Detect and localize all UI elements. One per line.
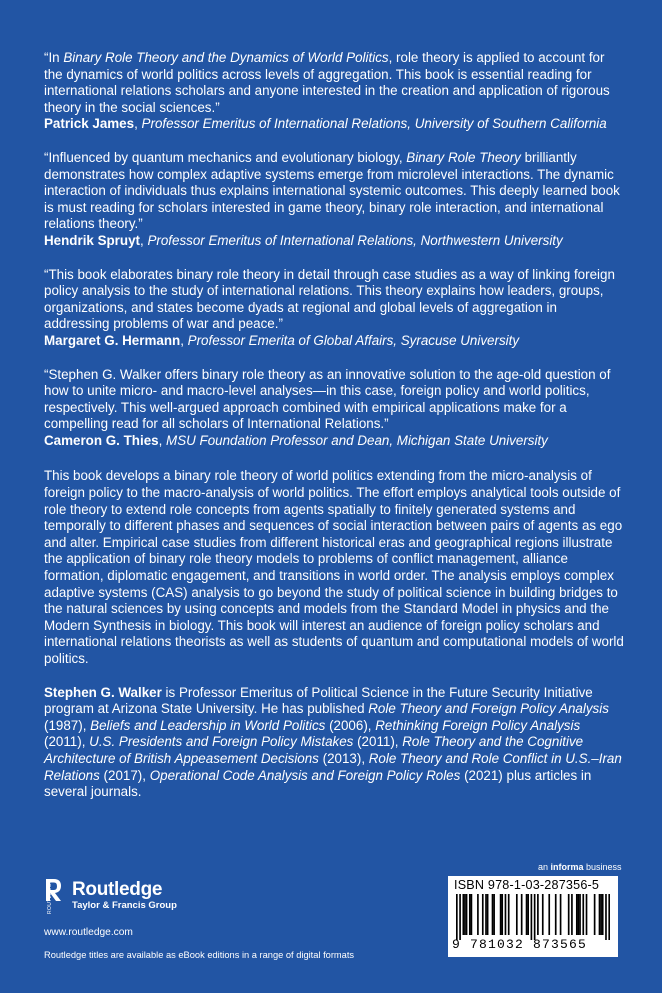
barcode-bar xyxy=(555,894,557,935)
barcode-bar xyxy=(508,894,510,935)
informa-business-label: an informa business xyxy=(538,862,622,872)
ebook-note: Routledge titles are available as eBook editions in a range of digital formats xyxy=(44,950,355,960)
endorsement-4-text: “Stephen G. Walker offers binary role theory as an innovative solution to the age-old question of how to unite micro- and macro-level analyses—in this case, foreign policy and world politics, respectively. This well-argued approach combined with empirical applications make for a compelling read for all scholars of International Relations.” xyxy=(44,366,611,432)
publisher-website[interactable]: www.routledge.com xyxy=(44,927,133,938)
endorser-name: Margaret G. Hermann xyxy=(44,332,181,348)
barcode-bar xyxy=(594,894,596,935)
endorser-affiliation: Professor Emeritus of International Relations, University of Southern California xyxy=(141,116,607,132)
barcode-bar xyxy=(599,894,601,935)
barcode-bar xyxy=(482,894,484,935)
barcode-bar xyxy=(459,894,461,940)
barcode-bar xyxy=(586,894,588,935)
endorsement-2-text: “Influenced by quantum mechanics and evolutionary biology, Binary Role Theory brilliantly demonstrates how complex adaptive systems emerge from microlevel interactions. The dynamic interaction of individuals thus explains international systemic outcomes. This deeply learned book is must reading for scholars interested in game theory, binary role interaction, and international relations theory.” xyxy=(44,149,620,232)
barcode-bar xyxy=(493,894,495,935)
endorser-name: Patrick James xyxy=(44,116,135,132)
barcode-bar xyxy=(534,894,536,940)
endorsement-4-attribution: Cameron G. Thies, MSU Foundation Professor and Dean, Michigan State University xyxy=(44,432,548,448)
endorser-affiliation: Professor Emeritus of International Relations, Northwestern University xyxy=(147,232,563,248)
barcode-bar xyxy=(579,894,581,935)
author-name: Stephen G. Walker xyxy=(44,684,162,700)
barcode-bar xyxy=(469,894,471,935)
barcode-bar xyxy=(531,894,533,940)
publisher-name: Routledge xyxy=(72,879,163,900)
barcode-bar xyxy=(537,894,539,935)
barcode-bar xyxy=(542,894,544,935)
endorsement-2-attribution: Hendrik Spruyt, Professor Emeritus of International Relations, Northwestern University xyxy=(44,232,563,248)
endorser-affiliation: Professor Emerita of Global Affairs, Syracuse University xyxy=(187,332,520,348)
isbn-barcode xyxy=(448,876,618,957)
endorser-affiliation: MSU Foundation Professor and Dean, Michigan State University xyxy=(166,432,548,448)
barcode-digits: 9 781032 873565 xyxy=(452,937,588,952)
routledge-logo xyxy=(44,874,424,918)
endorsement-3-text: “This book elaborates binary role theory in detail through case studies as a way of linking foreign policy analysis to the study of international relations. This theory explains how leaders, groups, organizations, and states become dyads at regional and global levels of aggregation in addressing problems of war and peace.” xyxy=(44,266,615,332)
barcode-bar xyxy=(500,894,502,935)
barcode-bar xyxy=(487,894,489,935)
endorsement-1-attribution: Patrick James, Professor Emeritus of International Relations, University of Southern California xyxy=(44,116,607,132)
endorsement-1 xyxy=(44,50,624,133)
barcode-bar xyxy=(560,894,562,935)
barcode-bar xyxy=(492,894,494,935)
endorser-name: Hendrik Spruyt xyxy=(44,232,140,248)
barcode-bar xyxy=(576,894,578,935)
endorsement-3-attribution: Margaret G. Hermann, Professor Emerita of Global Affairs, Syracuse University xyxy=(44,332,520,348)
barcode-bar xyxy=(466,894,468,935)
barcode-bars xyxy=(456,894,610,940)
barcode-bar xyxy=(608,894,610,940)
publisher-block xyxy=(44,874,424,960)
barcode-bar xyxy=(456,894,458,940)
barcode-bar xyxy=(578,894,580,935)
barcode-bar xyxy=(464,894,466,935)
barcode-bar xyxy=(527,894,529,935)
barcode-bar xyxy=(605,894,607,940)
endorser-name: Cameron G. Thies xyxy=(44,432,159,448)
barcode-bar xyxy=(600,894,602,935)
endorsement-1-text: “In Binary Role Theory and the Dynamics of World Politics, role theory is applied to account for the dynamics of world politics across levels of aggregation. This book is essential reading for international relations scholars and anyone interested in the creation and application of rigorous theory in the social sciences.” xyxy=(44,50,610,115)
routledge-r-icon xyxy=(44,877,64,915)
barcode-bar xyxy=(516,894,518,935)
barcode-bar xyxy=(548,894,550,935)
cover-text xyxy=(44,50,624,801)
barcode-bar xyxy=(471,894,473,935)
barcode-bar xyxy=(521,894,523,935)
barcode-bar xyxy=(501,894,503,935)
barcode-bar xyxy=(582,894,584,935)
barcode-bar xyxy=(477,894,479,935)
barcode-bar xyxy=(462,894,464,935)
author-bio: Stephen G. Walker is Professor Emeritus of Political Science in the Future Security Initiative program at Arizona State University. He has published Role Theory and Foreign Policy Analysis (1987), Beliefs and Leadership in World Politics (2006), Rethinking Foreign Policy Analysis (2011), U.S. Presidents and Foreign Policy Mistakes (2011), Role Theory and the Cognitive Architecture of British Appeasement Decisions (2013), Role Theory and Role Conflict in U.S.–Iran Relations (2017), Operational Code Analysis and Foreign Policy Roles (2021) plus articles in several journals. xyxy=(44,684,622,800)
endorsement-3 xyxy=(44,267,624,350)
barcode-bar xyxy=(526,894,528,935)
routledge-vertical-text: ROUTLEDGE xyxy=(47,879,53,914)
barcode-bar xyxy=(485,894,487,935)
barcode-bar xyxy=(571,894,573,935)
isbn-label: ISBN 978-1-03-287356-5 xyxy=(454,878,600,892)
publisher-group: Taylor & Francis Group xyxy=(72,900,177,911)
barcode-bar xyxy=(505,894,507,935)
barcode-bar xyxy=(568,894,570,935)
endorsement-2 xyxy=(44,150,624,250)
barcode-bar xyxy=(602,894,604,935)
book-description: This book develops a binary role theory of world politics extending from the micro-analysis of foreign policy to the macro-analysis of world politics. The effort employs analytical tools outside of role theory to extend role concepts from agents spatially to finitely generated systems and temporally to different phases and sequences of social interaction between pairs of agents as ego and alter. Empirical case studies from different historical eras and geographical regions illustrate the application of binary role theory models to problems of conflict management, alliance formation, diplomatic engagement, and transitions in world order. The analysis employs complex adaptive systems (CAS) analysis to go beyond the study of political science in building bridges to the natural sciences by using concepts and models from the Standard Model in physics and the Modern Synthesis in biology. This book will interest an audience of foreign policy scholars and international relations theorists as well as students of quantum and computational models of world politics. xyxy=(44,468,624,666)
endorsement-4 xyxy=(44,367,624,450)
